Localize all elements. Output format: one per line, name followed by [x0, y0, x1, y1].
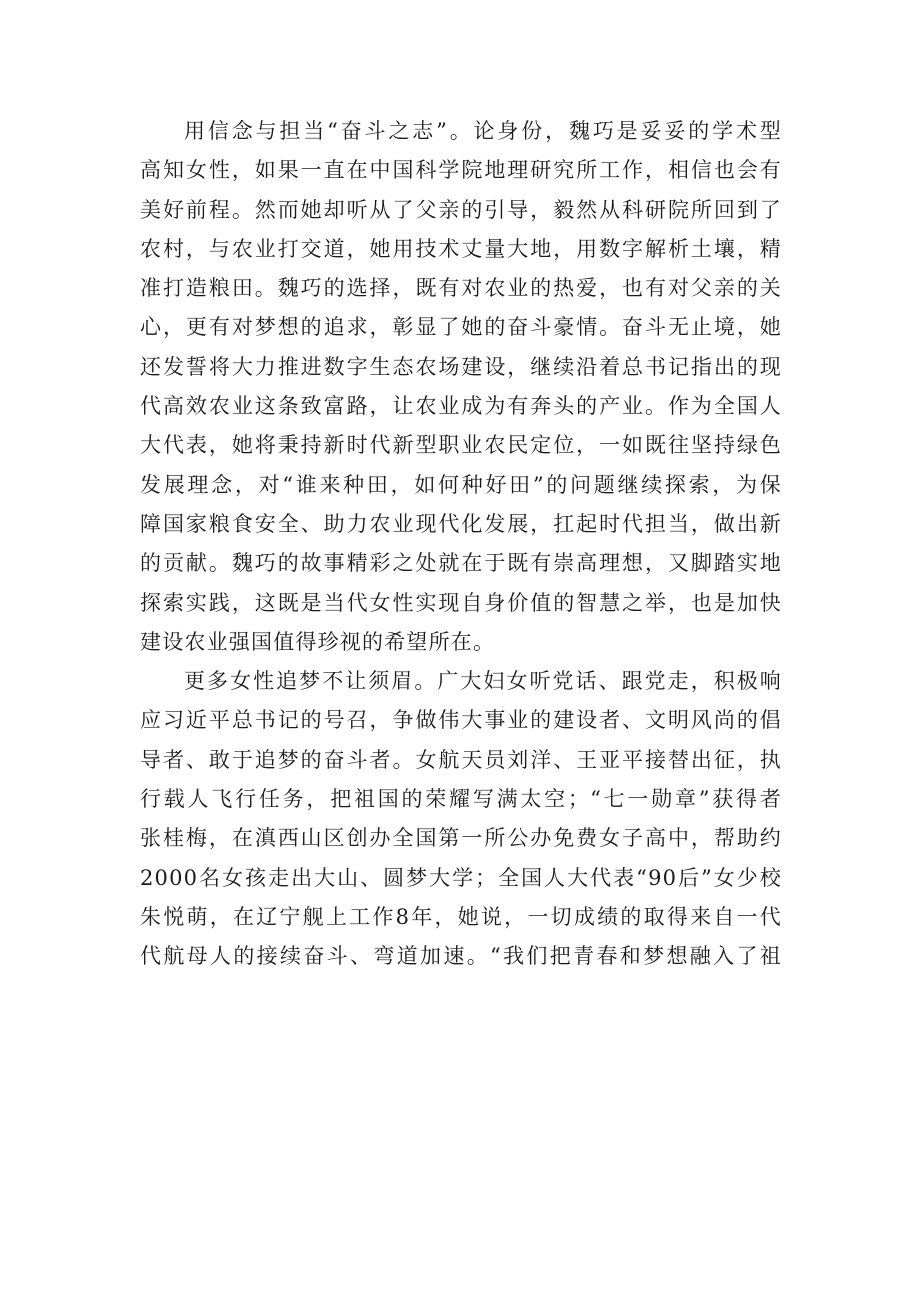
text-line: 更多女性追梦不让须眉。广大妇女听党话、跟党走，积极响: [184, 669, 782, 694]
text-line: 大代表，她将秉持新时代新型职业农民定位，一如既往坚持绿色: [140, 433, 782, 458]
text-line: 朱悦萌，在辽宁舰上工作8年，她说，一切成绩的取得来自一代: [140, 904, 782, 929]
text-line: 障国家粮食安全、助力农业现代化发展，扛起时代担当，做出新: [140, 511, 782, 536]
text-line: 心，更有对梦想的追求，彰显了她的奋斗豪情。奋斗无止境，她: [140, 315, 782, 340]
paragraph-1: [140, 112, 782, 662]
text-line: 代航母人的接续奋斗、弯道加速。“我们把青春和梦想融入了祖: [140, 944, 782, 969]
text-line: 建设农业强国值得珍视的希望所在。: [140, 629, 496, 654]
text-line: 导者、敢于追梦的奋斗者。女航天员刘洋、王亚平接替出征，执: [140, 747, 782, 772]
paragraph-2: [140, 662, 782, 976]
text-line: 张桂梅，在滇西山区创办全国第一所公办免费女子高中，帮助约: [140, 826, 782, 851]
text-line: 高知女性，如果一直在中国科学院地理研究所工作，相信也会有: [140, 158, 782, 183]
body-text: [140, 112, 782, 977]
text-line: 应习近平总书记的号召，争做伟大事业的建设者、文明风尚的倡: [140, 708, 782, 733]
text-line: 还发誓将大力推进数字生态农场建设，继续沿着总书记指出的现: [140, 354, 782, 379]
text-line: 用信念与担当“奋斗之志”。论身份，魏巧是妥妥的学术型: [184, 119, 782, 143]
text-line: 准打造粮田。魏巧的选择，既有对农业的热爱，也有对父亲的关: [140, 276, 782, 301]
text-line: 农村，与农业打交道，她用技术丈量大地，用数字解析土壤，精: [140, 236, 782, 261]
text-line: 代高效农业这条致富路，让农业成为有奔头的产业。作为全国人: [140, 394, 782, 419]
text-line: 探索实践，这既是当代女性实现自身价值的智慧之举，也是加快: [140, 590, 782, 615]
text-line: 发展理念，对“谁来种田，如何种好田”的问题继续探索，为保: [140, 472, 782, 497]
text-line: 美好前程。然而她却听从了父亲的引导，毅然从科研院所回到了: [140, 197, 782, 222]
text-line: 的贡献。魏巧的故事精彩之处就在于既有崇高理想，又脚踏实地: [140, 551, 782, 576]
text-line: 2000名女孩走出大山、圆梦大学；全国人大代表“90后”女少校: [140, 865, 782, 890]
text-line: 行载人飞行任务，把祖国的荣耀写满太空；“七一勋章”获得者: [140, 787, 782, 812]
